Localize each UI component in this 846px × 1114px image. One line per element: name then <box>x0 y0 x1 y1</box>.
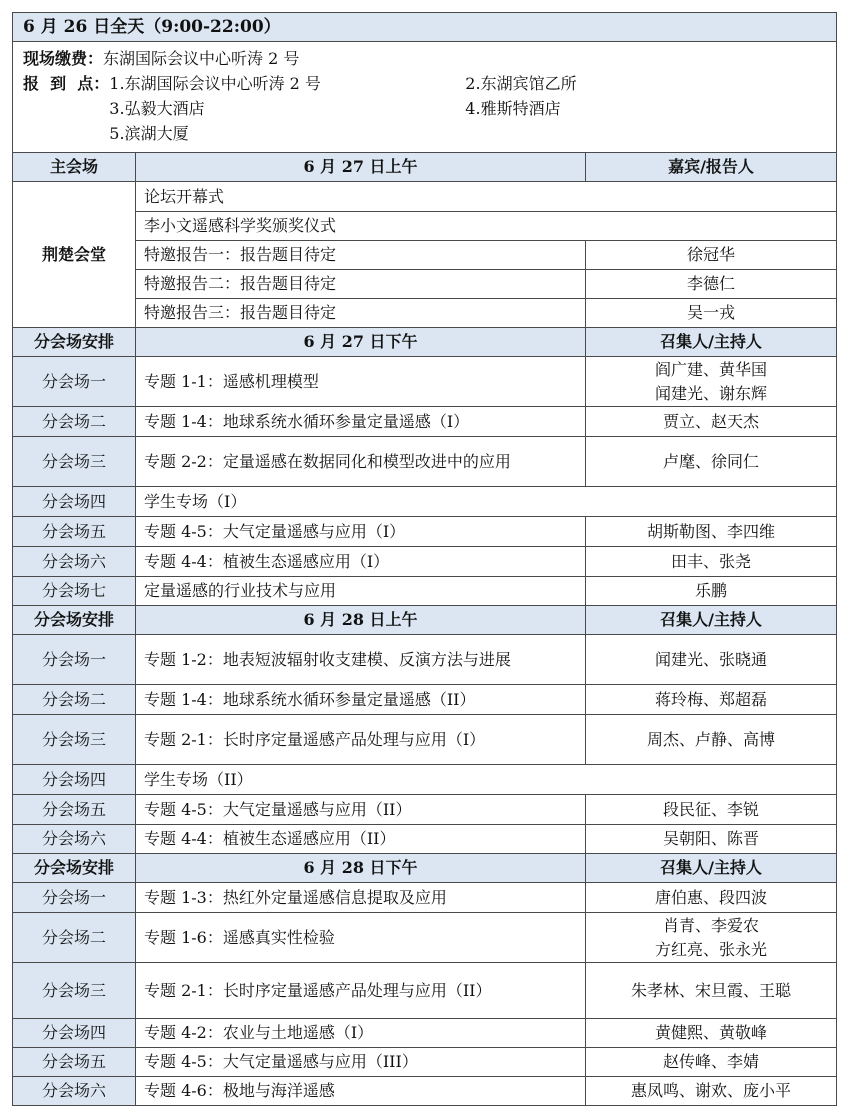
session-venue: 分会场一 <box>13 635 136 685</box>
plenary-speaker: 李德仁 <box>586 270 837 299</box>
checkin-label: 报 到 点： <box>23 74 110 93</box>
session-topic: 专题 4-4：植被生态遥感应用（I） <box>136 547 586 577</box>
session-venue: 分会场二 <box>13 913 136 963</box>
session-host <box>586 913 837 963</box>
plenary-header-time: 6 月 27 日上午 <box>136 153 586 182</box>
session-topic: 专题 1-6：遥感真实性检验 <box>136 913 586 963</box>
session1-header-host: 召集人/主持人 <box>586 328 837 357</box>
plenary-topic: 特邀报告三：报告题目待定 <box>136 299 586 328</box>
plenary-speaker: 吴一戎 <box>586 299 837 328</box>
session-topic: 专题 4-6：极地与海洋遥感 <box>136 1077 586 1106</box>
session1-header-venue: 分会场安排 <box>13 328 136 357</box>
session-venue: 分会场二 <box>13 685 136 715</box>
location-item: 5.滨湖大厦 <box>109 124 189 143</box>
session-host: 段民征、李锐 <box>586 795 837 825</box>
host-line: 方红亮、张永光 <box>654 939 767 959</box>
host-line: 闻建光、谢东辉 <box>654 383 767 403</box>
session-host: 赵传峰、李婧 <box>586 1048 837 1077</box>
session-venue: 分会场一 <box>13 883 136 913</box>
session-venue: 分会场三 <box>13 437 136 487</box>
fee-label: 现场缴费： <box>23 49 104 68</box>
plenary-header-speaker: 嘉宾/报告人 <box>586 153 837 182</box>
session-host: 吴朝阳、陈晋 <box>586 825 837 854</box>
session-venue: 分会场五 <box>13 1048 136 1077</box>
session-venue: 分会场一 <box>13 357 136 407</box>
location-item: 4.雅斯特酒店 <box>465 99 561 118</box>
session-venue: 分会场四 <box>13 1019 136 1048</box>
session-host: 朱孝林、宋旦霞、王聪 <box>586 963 837 1019</box>
session-host: 惠凤鸣、谢欢、庞小平 <box>586 1077 837 1106</box>
session2-header-time: 6 月 28 日上午 <box>136 606 586 635</box>
session2-header-host: 召集人/主持人 <box>586 606 837 635</box>
session-topic: 专题 4-4：植被生态遥感应用（II） <box>136 825 586 854</box>
session-host: 唐伯惠、段四波 <box>586 883 837 913</box>
session3-header-time: 6 月 28 日下午 <box>136 854 586 883</box>
session-topic: 专题 1-2：地表短波辐射收支建模、反演方法与进展 <box>136 635 586 685</box>
session-topic: 专题 1-3：热红外定量遥感信息提取及应用 <box>136 883 586 913</box>
session-host: 胡斯勒图、李四维 <box>586 517 837 547</box>
session-topic: 学生专场（I） <box>136 487 837 517</box>
session-venue: 分会场七 <box>13 577 136 606</box>
registration-info <box>13 42 837 153</box>
plenary-topic: 李小文遥感科学奖颁奖仪式 <box>136 212 837 241</box>
session-topic: 定量遥感的行业技术与应用 <box>136 577 586 606</box>
session-venue: 分会场四 <box>13 487 136 517</box>
session-venue: 分会场二 <box>13 407 136 437</box>
session-venue: 分会场五 <box>13 517 136 547</box>
session-host: 乐鹏 <box>586 577 837 606</box>
session-venue: 分会场三 <box>13 715 136 765</box>
plenary-topic: 特邀报告二：报告题目待定 <box>136 270 586 299</box>
session3-header-host: 召集人/主持人 <box>586 854 837 883</box>
schedule-wrapper <box>12 12 836 1106</box>
checkin-locations <box>109 71 765 146</box>
plenary-topic: 论坛开幕式 <box>136 182 837 212</box>
session-host <box>586 357 837 407</box>
session-venue: 分会场六 <box>13 1077 136 1106</box>
session-host: 周杰、卢静、高博 <box>586 715 837 765</box>
plenary-venue: 荆楚会堂 <box>13 182 136 328</box>
plenary-topic: 特邀报告一：报告题目待定 <box>136 241 586 270</box>
session-host: 卢麾、徐同仁 <box>586 437 837 487</box>
host-line: 阎广建、黄华国 <box>654 359 767 379</box>
session-topic: 专题 1-1：遥感机理模型 <box>136 357 586 407</box>
session-venue: 分会场四 <box>13 765 136 795</box>
location-item: 2.东湖宾馆乙所 <box>465 74 577 93</box>
session1-header-time: 6 月 27 日下午 <box>136 328 586 357</box>
session-topic: 专题 1-4：地球系统水循环参量定量遥感（I） <box>136 407 586 437</box>
session-topic: 专题 4-5：大气定量遥感与应用（II） <box>136 795 586 825</box>
plenary-speaker: 徐冠华 <box>586 241 837 270</box>
session-topic: 专题 4-5：大气定量遥感与应用（III） <box>136 1048 586 1077</box>
location-item: 3.弘毅大酒店 <box>109 99 205 118</box>
session3-header-venue: 分会场安排 <box>13 854 136 883</box>
session-host: 闻建光、张晓通 <box>586 635 837 685</box>
session-host: 田丰、张尧 <box>586 547 837 577</box>
fee-value: 东湖国际会议中心听涛 2 号 <box>103 49 300 68</box>
plenary-header-venue: 主会场 <box>13 153 136 182</box>
session-host: 黄健熙、黄敬峰 <box>586 1019 837 1048</box>
session-venue: 分会场五 <box>13 795 136 825</box>
session-venue: 分会场六 <box>13 825 136 854</box>
session-topic: 专题 2-1：长时序定量遥感产品处理与应用（II） <box>136 963 586 1019</box>
host-line: 肖青、李爱农 <box>662 915 759 935</box>
location-item: 1.东湖国际会议中心听涛 2 号 <box>109 74 321 93</box>
session-topic: 学生专场（II） <box>136 765 837 795</box>
session-venue: 分会场六 <box>13 547 136 577</box>
day0-title: 6 月 26 日全天（9:00-22:00） <box>13 13 837 42</box>
session-topic: 专题 4-5：大气定量遥感与应用（I） <box>136 517 586 547</box>
session-host: 贾立、赵天杰 <box>586 407 837 437</box>
session2-header-venue: 分会场安排 <box>13 606 136 635</box>
session-topic: 专题 1-4：地球系统水循环参量定量遥感（II） <box>136 685 586 715</box>
session-topic: 专题 2-2：定量遥感在数据同化和模型改进中的应用 <box>136 437 586 487</box>
schedule-table <box>12 12 837 1106</box>
session-topic: 专题 2-1：长时序定量遥感产品处理与应用（I） <box>136 715 586 765</box>
session-topic: 专题 4-2：农业与土地遥感（I） <box>136 1019 586 1048</box>
session-host: 蒋玲梅、郑超磊 <box>586 685 837 715</box>
session-venue: 分会场三 <box>13 963 136 1019</box>
